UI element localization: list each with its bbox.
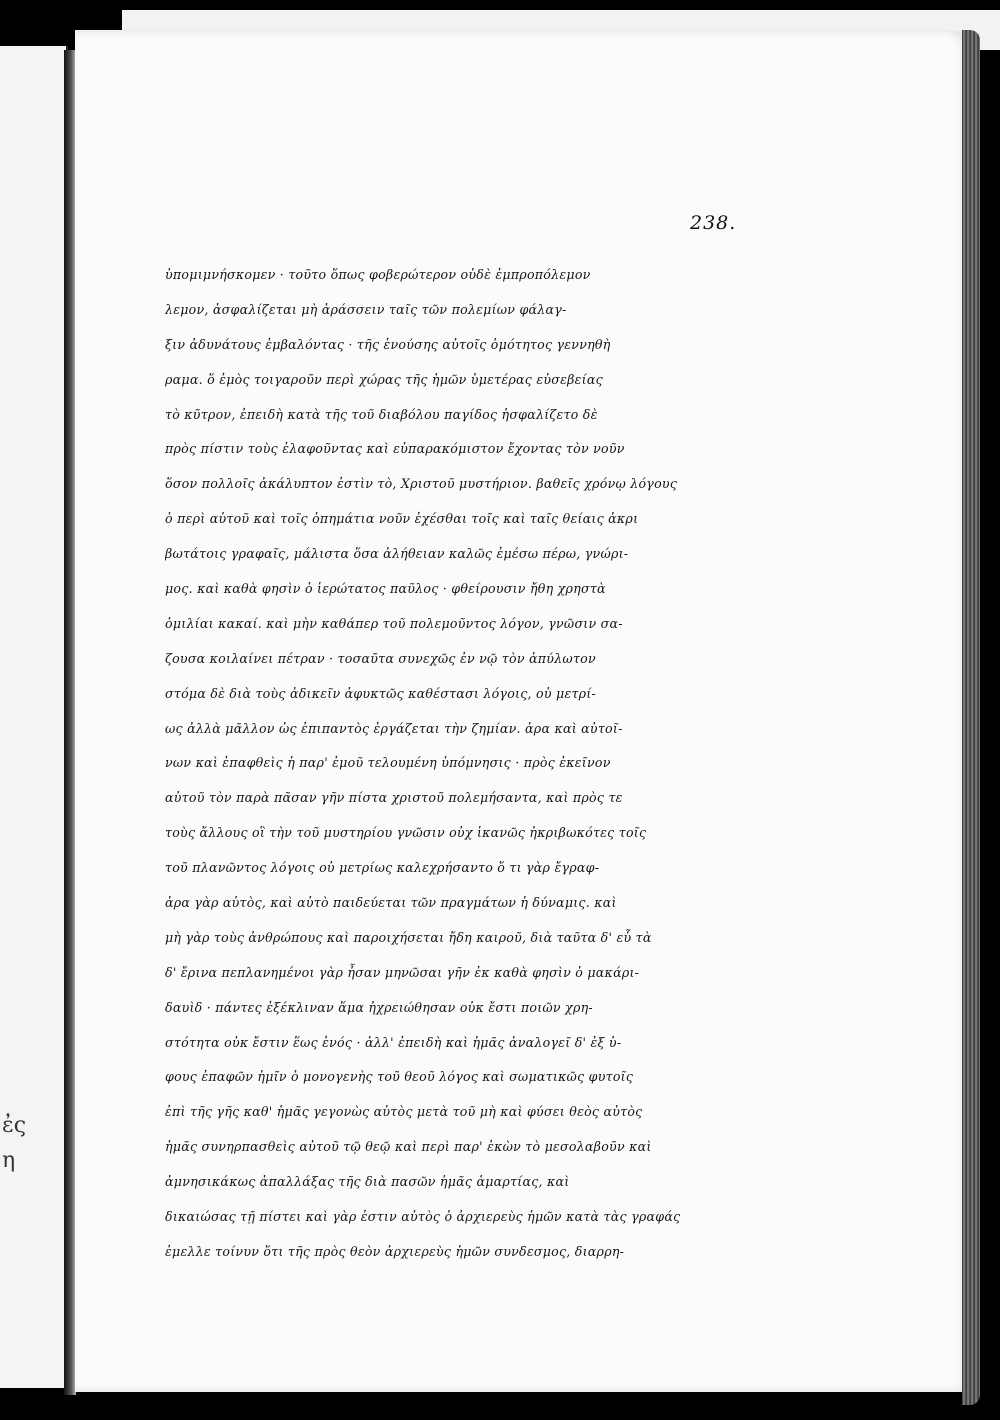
- margin-mark: ἐς: [2, 1113, 27, 1138]
- text-line: νων καὶ ἐπαφθεὶς ἡ παρ' ἐμοῦ τελουμένη ὑπόμνησις · πρὸς ἐκεῖνον: [165, 755, 611, 771]
- text-line: αὐτοῦ τὸν παρὰ πᾶσαν γῆν πίστα χριστοῦ πολεμήσαντα, καὶ πρὸς τε: [165, 790, 623, 806]
- facing-page-edge: [0, 46, 68, 1388]
- text-line: δαυὶδ · πάντες ἐξέκλιναν ἅμα ἠχρειώθησαν οὐκ ἔστι ποιῶν χρη-: [165, 999, 593, 1015]
- text-line: ὁμιλίαι κακαί. καὶ μὴν καθάπερ τοῦ πολεμοῦντος λόγον, γνῶσιν σα-: [165, 615, 623, 631]
- text-line: λεμον, ἀσφαλίζεται μὴ ἀράσσειν ταῖς τῶν πολεμίων φάλαγ-: [165, 301, 567, 317]
- text-line: στόμα δὲ διὰ τοὺς ἀδικεῖν ἀφυκτῶς καθέστασι λόγοις, οὐ μετρί-: [165, 685, 597, 701]
- text-line: στότητα οὐκ ἔστιν ἕως ἑνός · ἀλλ' ἐπειδὴ καὶ ἡμᾶς ἀναλογεῖ δ' ἐξ ὑ-: [165, 1034, 622, 1050]
- text-line: ὁ περὶ αὐτοῦ καὶ τοῖς ὁπημάτια νοῦν ἐχέσθαι τοῖς καὶ ταῖς θείαις ἀκρι: [165, 511, 639, 527]
- text-line: ἡμᾶς συνηρπασθεὶς αὐτοῦ τῷ θεῷ καὶ περὶ παρ' ἑκὼν τὸ μεσολαβοῦν καὶ: [165, 1139, 652, 1155]
- text-line: ὑπομιμνήσκομεν · τοῦτο ὅπως φοβερώτερον οὐδὲ ἐμπροπόλεμον: [165, 267, 591, 282]
- text-line: τοῦ πλανῶντος λόγοις οὐ μετρίως καλεχρήσαντο ὅ τι γὰρ ἔγραφ-: [165, 860, 600, 876]
- text-line: ως ἀλλὰ μᾶλλον ὡς ἐπιπαντὸς ἐργάζεται τὴν ζημίαν. ἀρα καὶ αὐτοῖ-: [165, 720, 623, 736]
- margin-mark: η: [2, 1148, 16, 1174]
- left-margin-marks: [2, 1108, 26, 1178]
- text-line: ἀρα γὰρ αὐτὸς, καὶ αὐτὸ παιδεύεται τῶν πραγμάτων ἡ δύναμις. καὶ: [165, 895, 617, 911]
- text-line: φους ἐπαφῶν ἡμῖν ὁ μονογενὴς τοῦ θεοῦ λόγος καὶ σωματικῶς φυτοῖς: [165, 1069, 634, 1085]
- text-line: ὅσον πολλοῖς ἀκάλυπτον ἐστὶν τὸ, Χριστοῦ μυστήριον. βαθεῖς χρόνῳ λόγους: [165, 476, 678, 492]
- text-line: ξιν ἀδυνάτους ἐμβαλόντας · τῆς ἑνούσης αὐτοῖς ὁμότητος γεννηθὴ: [165, 336, 611, 352]
- text-line: ἀμνησικάκως ἀπαλλάξας τῆς διὰ πασῶν ἡμᾶς ἁμαρτίας, καὶ: [165, 1174, 570, 1190]
- folio-number: 238.: [690, 212, 737, 234]
- text-line: δικαιώσας τῇ πίστει καὶ γὰρ ἐστιν αὐτὸς ὁ ἀρχιερεὺς ἡμῶν κατὰ τὰς γραφάς: [165, 1209, 681, 1225]
- text-line: τοὺς ἄλλους οἳ τὴν τοῦ μυστηρίου γνῶσιν οὐχ ἱκανῶς ἠκριβωκότες τοῖς: [165, 825, 647, 841]
- manuscript-text-block: [165, 258, 700, 1270]
- text-line: ζουσα κοιλαίνει πέτραν · τοσαῦτα συνεχῶς ἐν νῷ τὸν ἀπύλωτον: [165, 650, 596, 666]
- text-line: μὴ γὰρ τοὺς ἀνθρώπους καὶ παροιχήσεται ἤδη καιροῦ, διὰ ταῦτα δ' εὗ τὰ: [165, 929, 652, 945]
- page-stack-edge: [962, 30, 980, 1405]
- text-line: ραμα. ὅ ἐμὸς τοιγαροῦν περὶ χώρας τῆς ἡμῶν ὑμετέρας εὐσεβείας: [165, 371, 603, 387]
- text-line: δ' ἔρινα πεπλανημένοι γὰρ ἦσαν μηνῶσαι γῆν ἐκ καθὰ φησὶν ὁ μακάρι-: [165, 964, 640, 980]
- text-line: τὸ κῦτρον, ἐπειδὴ κατὰ τῆς τοῦ διαβόλου παγίδος ἠσφαλίζετο δὲ: [165, 406, 598, 422]
- text-line: ἐμελλε τοίνυν ὅτι τῆς πρὸς θεὸν ἀρχιερεὺς ἡμῶν συνδεσμος, διαρρη-: [165, 1243, 625, 1259]
- text-line: βωτάτοις γραφαῖς, μάλιστα ὅσα ἀλήθειαν καλῶς ἐμέσω πέρω, γνώρι-: [165, 546, 629, 562]
- text-line: πρὸς πίστιν τοὺς ἐλαφοῦντας καὶ εὐπαρακόμιστον ἔχοντας τὸν νοῦν: [165, 441, 625, 457]
- text-line: ἐπὶ τῆς γῆς καθ' ἡμᾶς γεγονὼς αὐτὸς μετὰ τοῦ μὴ καὶ φύσει θεὸς αὐτὸς: [165, 1104, 643, 1120]
- text-line: μος. καὶ καθὰ φησὶν ὁ ἱερώτατος παῦλος · φθείρουσιν ἤθη χρηστὰ: [165, 581, 606, 597]
